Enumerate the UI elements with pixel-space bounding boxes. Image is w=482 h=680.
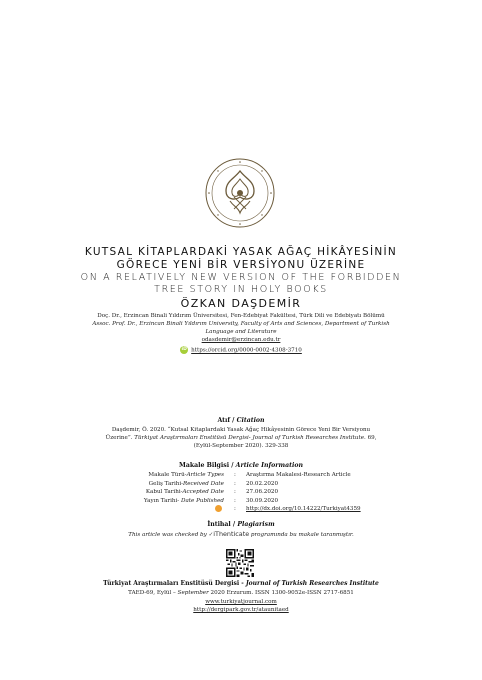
info-row-received	[0, 480, 482, 489]
info-row-published	[0, 497, 482, 506]
article-info-heading	[0, 462, 482, 469]
journal-name	[0, 580, 482, 587]
qr-code-icon	[226, 549, 254, 577]
info-label: Kabul Tarihi-Accepted Date	[145, 489, 224, 495]
plagiarism-heading	[0, 521, 482, 528]
info-separator: :	[234, 506, 236, 512]
dergipark-link[interactable]: http://dergipark.gov.tr/ataunitaed	[193, 607, 289, 613]
info-separator: :	[234, 480, 236, 487]
article-title-turkish	[0, 246, 482, 272]
journal-name-tr: Türkiyat Araştırmaları Enstitüsü Dergisi -	[103, 580, 246, 587]
info-row-doi	[0, 505, 482, 514]
orcid-row	[0, 346, 482, 354]
ithenticate-logo: iThenticate	[213, 530, 250, 538]
doi-icon	[215, 505, 222, 512]
info-heading-en: Article Information	[235, 462, 303, 469]
affiliation-english-line-2: Language and Literature	[205, 329, 277, 335]
info-row-accepted	[0, 488, 482, 497]
doi-link[interactable]: http://dx.doi.org/10.14222/Turkiyat4359	[246, 506, 361, 512]
journal-line-b: September	[177, 590, 209, 596]
title-tr-line-1: KUTSAL KİTAPLARDAKİ YASAK AĞAÇ HİKÂYESİNİN	[84, 246, 398, 258]
article-title-english	[0, 272, 482, 296]
citation-line-2	[0, 434, 482, 442]
citation-heading-en: Citation	[236, 417, 265, 424]
plagiarism-text-b: programında bu makale taranmıştır.	[249, 532, 354, 538]
journal-name-en: Journal of Turkish Researches Institute	[245, 580, 379, 587]
info-separator: :	[234, 497, 236, 504]
article-info-table	[0, 471, 482, 514]
citation-journal: Türkiyat Araştırmaları Enstitüsü Dergisi- Journal of Turkish Researches Institute	[134, 435, 365, 441]
citation-line-2c: . 69,	[364, 435, 377, 441]
institute-seal-icon	[204, 157, 276, 229]
info-value: Araştırma Makalesi-Research Article	[246, 472, 351, 478]
affiliation-turkish: Doç. Dr., Erzincan Binali Yıldırım Üniversitesi, Fen-Edebiyat Fakültesi, Türk Dili ve Edebiyatı Bölümü	[97, 313, 385, 319]
info-value: 30.09.2020	[246, 497, 279, 504]
citation-heading	[0, 417, 482, 424]
citation-line-3: (Eylül-September 2020). 329-338	[193, 443, 289, 449]
citation-line-1: Daşdemir, Ö. 2020. “Kutsal Kitaplardaki Yasak Ağaç Hikâyesinin Görece Yeni Bir Versiyonu	[111, 427, 371, 433]
journal-website-link[interactable]: www.turkiyatjournal.com	[205, 599, 277, 605]
info-row-type	[0, 471, 482, 480]
plagiarism-heading-tr: İntihal /	[207, 521, 238, 528]
citation-heading-tr: Atıf /	[217, 417, 237, 424]
journal-line-c: 2020 Erzurum. ISSN 1300-9052e-ISSN 2717-6851	[208, 590, 354, 596]
info-value: 20.02.2020	[246, 480, 279, 487]
title-en-line-1: ON A RELATIVELY NEW VERSION OF THE FORBIDDEN	[80, 272, 402, 283]
plagiarism-text	[0, 530, 482, 538]
info-heading-tr: Makale Bilgisi /	[179, 462, 236, 469]
info-label: Makale Türü-Article Types	[148, 472, 224, 478]
plagiarism-text-a: This article was checked by	[128, 532, 209, 538]
orcid-icon: iD	[181, 347, 187, 352]
author-email-link[interactable]: odasdemir@erzincan.edu.tr	[201, 337, 281, 343]
title-en-line-2: TREE STORY IN HOLY BOOKS	[154, 284, 328, 295]
affiliation-english-line-1: Assoc. Prof. Dr., Erzincan Binali Yıldırım University, Faculty of Arts and Sciences, Department of Turkish	[92, 321, 390, 327]
checkmark-icon: ✓	[208, 532, 214, 538]
journal-line-a: TAED-69, Eylül –	[128, 590, 178, 596]
plagiarism-heading-en: Plagiarism	[237, 521, 275, 528]
author-name: ÖZKAN DAŞDEMİR	[180, 297, 302, 310]
info-label: Yayın Tarihi- Date Published	[143, 497, 224, 504]
orcid-link[interactable]: https://orcid.org/0000-0002-4308-3710	[191, 347, 302, 354]
info-separator: :	[234, 489, 236, 495]
citation-line-2a: Üzerine”.	[105, 435, 135, 441]
info-value: 27.06.2020	[246, 489, 279, 495]
doi-icon-cell	[0, 505, 230, 514]
info-label: Geliş Tarihi-Received Date	[148, 480, 224, 487]
citation-text	[0, 426, 482, 450]
title-tr-line-2: GÖRECE YENİ BİR VERSİYONU ÜZERİNE	[116, 259, 366, 271]
info-separator: :	[234, 472, 236, 478]
journal-issn-line	[0, 589, 482, 597]
